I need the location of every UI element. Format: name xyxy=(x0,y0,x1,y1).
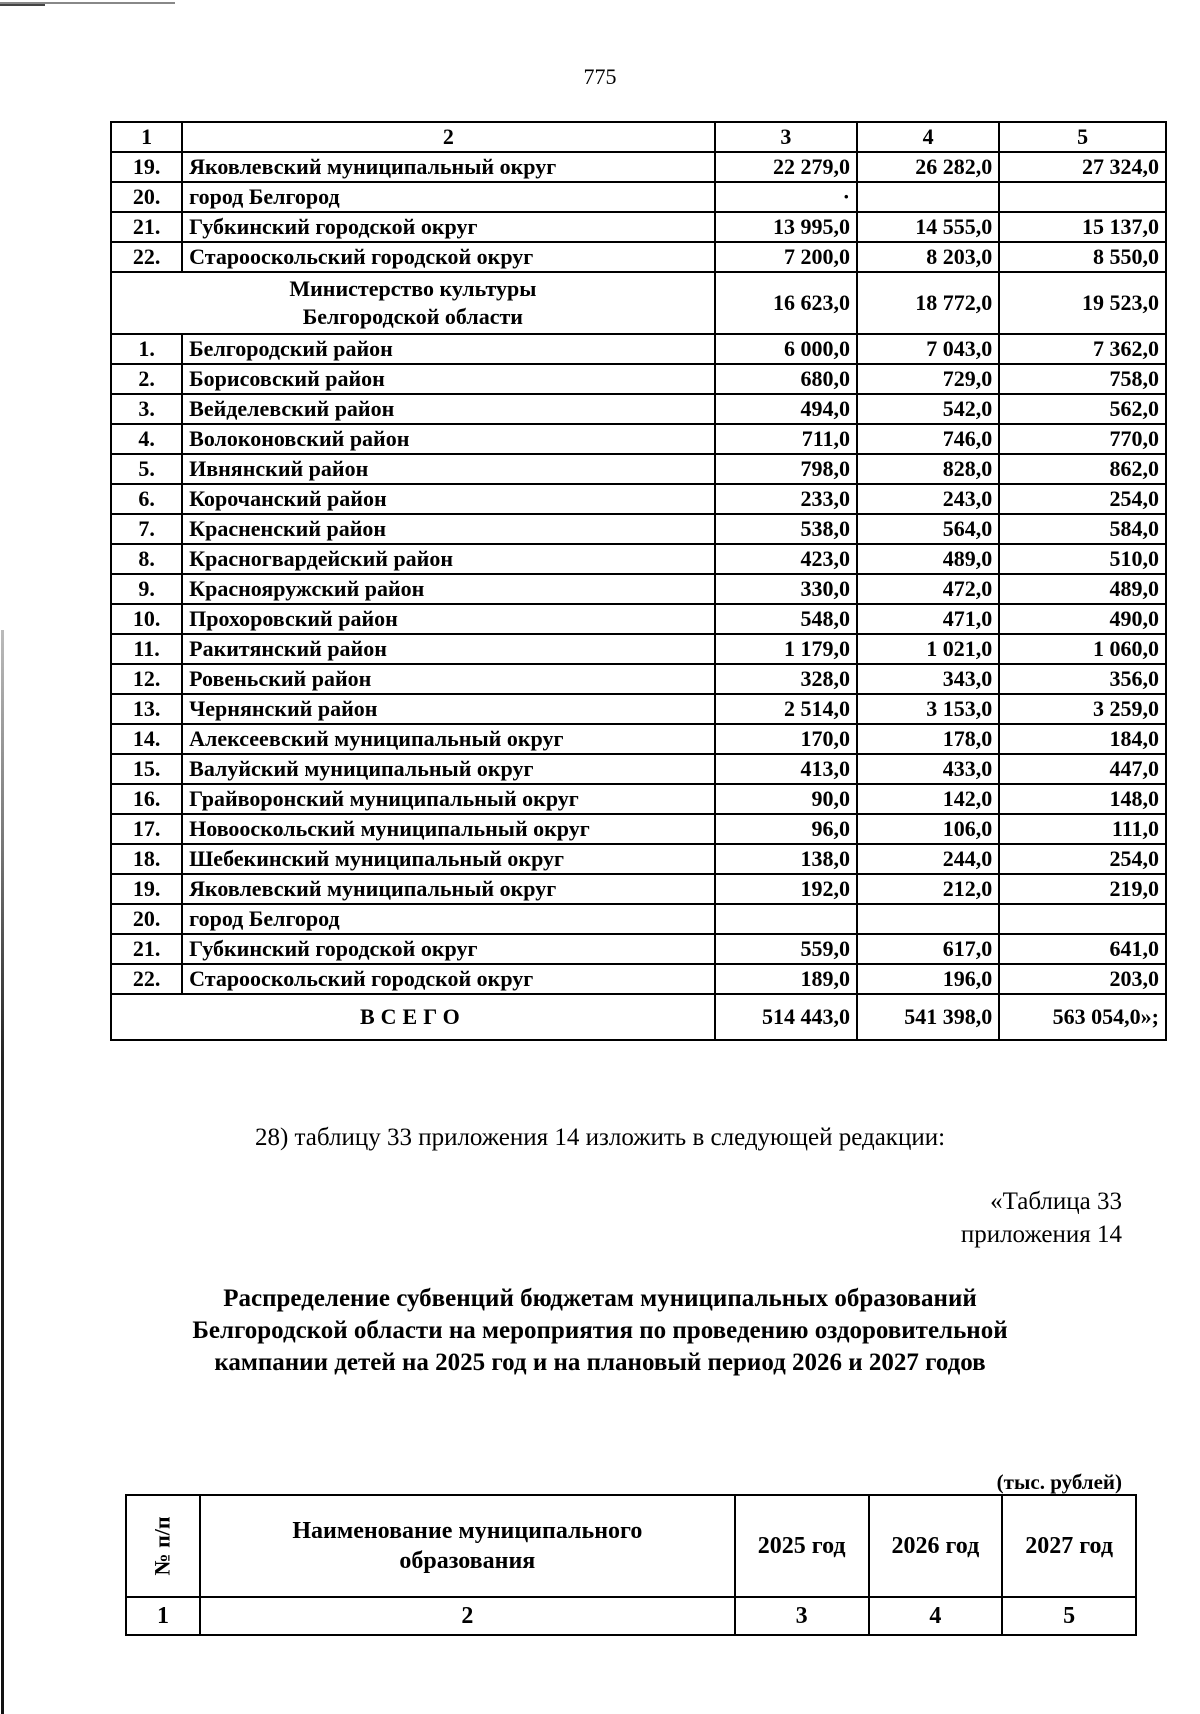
value-2027: 148,0 xyxy=(999,784,1166,814)
value-2025: 189,0 xyxy=(715,964,857,994)
row-number: 9. xyxy=(111,574,182,604)
header-name-line: образования xyxy=(399,1548,536,1574)
value-2025: 538,0 xyxy=(715,514,857,544)
value-2025: 2 514,0 xyxy=(715,694,857,724)
municipality-name: Вейделевский район xyxy=(182,394,715,424)
row-number: 21. xyxy=(111,934,182,964)
table-row xyxy=(111,934,1166,964)
table-row xyxy=(111,152,1166,182)
value-2025: 13 995,0 xyxy=(715,212,857,242)
column-number: 2 xyxy=(182,122,715,152)
column-number: 5 xyxy=(999,122,1166,152)
row-number: 18. xyxy=(111,844,182,874)
row-number: 16. xyxy=(111,784,182,814)
municipality-name: Губкинский городской округ xyxy=(182,212,715,242)
municipality-name: Краснояружский район xyxy=(182,574,715,604)
value-2025: 711,0 xyxy=(715,424,857,454)
total-label: ВСЕГО xyxy=(111,994,715,1040)
row-number: 10. xyxy=(111,604,182,634)
table-row xyxy=(111,212,1166,242)
table-row xyxy=(111,574,1166,604)
value-2026: 472,0 xyxy=(857,574,999,604)
value-2026: 106,0 xyxy=(857,814,999,844)
column-number: 3 xyxy=(735,1597,869,1635)
municipality-name: Прохоровский район xyxy=(182,604,715,634)
value-2026: 828,0 xyxy=(857,454,999,484)
value-2025: 138,0 xyxy=(715,844,857,874)
table-row xyxy=(111,364,1166,394)
table-row xyxy=(111,604,1166,634)
municipality-name: Корочанский район xyxy=(182,484,715,514)
value-2027: 1 060,0 xyxy=(999,634,1166,664)
value-2027 xyxy=(999,182,1166,212)
value-2026 xyxy=(857,182,999,212)
value-2025: · xyxy=(715,182,857,212)
municipality-name: Грайворонский муниципальный округ xyxy=(182,784,715,814)
value-2026: 433,0 xyxy=(857,754,999,784)
table-row xyxy=(111,454,1166,484)
table-header-row xyxy=(126,1495,1136,1597)
value-2025: 680,0 xyxy=(715,364,857,394)
column-number: 5 xyxy=(1002,1597,1136,1635)
value-2027: 15 137,0 xyxy=(999,212,1166,242)
value-2025: 22 279,0 xyxy=(715,152,857,182)
value-2027: 8 550,0 xyxy=(999,242,1166,272)
value-2026: 343,0 xyxy=(857,664,999,694)
group-row-ministry-culture xyxy=(111,272,1166,334)
total-2026: 541 398,0 xyxy=(857,994,999,1040)
value-2026: 1 021,0 xyxy=(857,634,999,664)
value-2027: 184,0 xyxy=(999,724,1166,754)
value-2026: 212,0 xyxy=(857,874,999,904)
amendment-instruction: 28) таблицу 33 приложения 14 изложить в следующей редакции: xyxy=(254,1124,946,1151)
table-title-line: Белгородской области на мероприятия по проведению оздоровительной xyxy=(192,1317,1008,1344)
value-2025: 330,0 xyxy=(715,574,857,604)
column-number: 3 xyxy=(715,122,857,152)
table-row xyxy=(111,664,1166,694)
value-2025: 798,0 xyxy=(715,454,857,484)
units-label: (тыс. рублей) xyxy=(996,1470,1122,1494)
value-2025: 170,0 xyxy=(715,724,857,754)
row-number: 19. xyxy=(111,152,182,182)
header-number-label: № п/п xyxy=(149,1516,175,1576)
table-row xyxy=(111,904,1166,934)
total-2027: 563 054,0»; xyxy=(999,994,1166,1040)
value-2026: 8 203,0 xyxy=(857,242,999,272)
value-2026: 617,0 xyxy=(857,934,999,964)
value-2025: 7 200,0 xyxy=(715,242,857,272)
table-row xyxy=(111,964,1166,994)
row-number: 20. xyxy=(111,182,182,212)
municipality-name: Старооскольский городской округ xyxy=(182,964,715,994)
value-2027: 562,0 xyxy=(999,394,1166,424)
value-2025: 548,0 xyxy=(715,604,857,634)
group-value-2026: 18 772,0 xyxy=(857,272,999,334)
value-2027: 356,0 xyxy=(999,664,1166,694)
table-row xyxy=(111,814,1166,844)
value-2027: 203,0 xyxy=(999,964,1166,994)
row-number: 13. xyxy=(111,694,182,724)
page-number: 775 xyxy=(583,64,617,89)
value-2026: 489,0 xyxy=(857,544,999,574)
value-2027: 254,0 xyxy=(999,484,1166,514)
header-2027: 2027 год xyxy=(1002,1495,1136,1597)
municipality-name: Борисовский район xyxy=(182,364,715,394)
table-row xyxy=(111,634,1166,664)
scan-edge-artifact xyxy=(0,4,45,6)
value-2027: 770,0 xyxy=(999,424,1166,454)
column-number-row xyxy=(126,1597,1136,1635)
value-2026: 244,0 xyxy=(857,844,999,874)
value-2026 xyxy=(857,904,999,934)
row-number: 20. xyxy=(111,904,182,934)
municipality-name: Ракитянский район xyxy=(182,634,715,664)
column-number: 4 xyxy=(869,1597,1003,1635)
value-2025: 90,0 xyxy=(715,784,857,814)
header-2025: 2025 год xyxy=(735,1495,869,1597)
value-2027: 490,0 xyxy=(999,604,1166,634)
municipality-name: город Белгород xyxy=(182,904,715,934)
row-number: 6. xyxy=(111,484,182,514)
row-number: 19. xyxy=(111,874,182,904)
table-row xyxy=(111,242,1166,272)
header-name-line: Наименование муниципального xyxy=(292,1518,643,1544)
value-2027: 758,0 xyxy=(999,364,1166,394)
column-number: 1 xyxy=(111,122,182,152)
value-2025: 192,0 xyxy=(715,874,857,904)
value-2026: 471,0 xyxy=(857,604,999,634)
municipality-name: Чернянский район xyxy=(182,694,715,724)
row-number: 17. xyxy=(111,814,182,844)
row-number: 3. xyxy=(111,394,182,424)
group-title xyxy=(111,272,715,334)
column-number: 2 xyxy=(200,1597,735,1635)
value-2025: 233,0 xyxy=(715,484,857,514)
value-2026: 243,0 xyxy=(857,484,999,514)
table-33-header xyxy=(125,1494,1137,1636)
table-row xyxy=(111,874,1166,904)
value-2026: 564,0 xyxy=(857,514,999,544)
value-2027: 27 324,0 xyxy=(999,152,1166,182)
row-number: 4. xyxy=(111,424,182,454)
header-name xyxy=(200,1495,735,1597)
value-2027: 584,0 xyxy=(999,514,1166,544)
row-number: 12. xyxy=(111,664,182,694)
table-row xyxy=(111,484,1166,514)
table-row xyxy=(111,844,1166,874)
row-number: 14. xyxy=(111,724,182,754)
value-2027: 254,0 xyxy=(999,844,1166,874)
column-number-row xyxy=(111,122,1166,152)
header-2026: 2026 год xyxy=(869,1495,1003,1597)
value-2025: 96,0 xyxy=(715,814,857,844)
value-2027: 3 259,0 xyxy=(999,694,1166,724)
municipality-name: Губкинский городской округ xyxy=(182,934,715,964)
value-2026: 746,0 xyxy=(857,424,999,454)
subvention-table-continued xyxy=(110,121,1167,1041)
group-value-2027: 19 523,0 xyxy=(999,272,1166,334)
value-2026: 178,0 xyxy=(857,724,999,754)
value-2025: 1 179,0 xyxy=(715,634,857,664)
value-2027: 7 362,0 xyxy=(999,334,1166,364)
row-number: 22. xyxy=(111,964,182,994)
municipality-name: Ивнянский район xyxy=(182,454,715,484)
municipality-name: Старооскольский городской округ xyxy=(182,242,715,272)
value-2027: 447,0 xyxy=(999,754,1166,784)
row-number: 11. xyxy=(111,634,182,664)
value-2027: 862,0 xyxy=(999,454,1166,484)
value-2026: 729,0 xyxy=(857,364,999,394)
value-2026: 26 282,0 xyxy=(857,152,999,182)
scan-edge-artifact xyxy=(1,630,4,1714)
group-title-line: Белгородской области xyxy=(302,304,523,329)
total-2025: 514 443,0 xyxy=(715,994,857,1040)
row-number: 2. xyxy=(111,364,182,394)
group-title-line: Министерство культуры xyxy=(289,276,537,301)
municipality-name: Красногвардейский район xyxy=(182,544,715,574)
value-2027: 641,0 xyxy=(999,934,1166,964)
value-2026: 142,0 xyxy=(857,784,999,814)
row-number: 15. xyxy=(111,754,182,784)
column-number: 4 xyxy=(857,122,999,152)
value-2027: 510,0 xyxy=(999,544,1166,574)
row-number: 7. xyxy=(111,514,182,544)
value-2026: 7 043,0 xyxy=(857,334,999,364)
value-2027: 111,0 xyxy=(999,814,1166,844)
value-2027 xyxy=(999,904,1166,934)
table-title-line: кампании детей на 2025 год и на плановый период 2026 и 2027 годов xyxy=(214,1349,986,1376)
value-2026: 542,0 xyxy=(857,394,999,424)
table-row xyxy=(111,334,1166,364)
municipality-name: Красненский район xyxy=(182,514,715,544)
table-caption-line: «Таблица 33 xyxy=(990,1188,1122,1215)
row-number: 21. xyxy=(111,212,182,242)
municipality-name: Волоконовский район xyxy=(182,424,715,454)
column-number: 1 xyxy=(126,1597,200,1635)
municipality-name: Алексеевский муниципальный округ xyxy=(182,724,715,754)
header-number xyxy=(126,1495,200,1597)
table-row xyxy=(111,694,1166,724)
row-number: 22. xyxy=(111,242,182,272)
table-row xyxy=(111,754,1166,784)
value-2026: 196,0 xyxy=(857,964,999,994)
municipality-name: Новооскольский муниципальный округ xyxy=(182,814,715,844)
value-2025 xyxy=(715,904,857,934)
value-2025: 494,0 xyxy=(715,394,857,424)
table-row xyxy=(111,424,1166,454)
value-2025: 328,0 xyxy=(715,664,857,694)
group-value-2025: 16 623,0 xyxy=(715,272,857,334)
municipality-name: Валуйский муниципальный округ xyxy=(182,754,715,784)
municipality-name: Ровеньский район xyxy=(182,664,715,694)
table-row xyxy=(111,544,1166,574)
value-2025: 413,0 xyxy=(715,754,857,784)
total-row xyxy=(111,994,1166,1040)
value-2026: 3 153,0 xyxy=(857,694,999,724)
value-2027: 489,0 xyxy=(999,574,1166,604)
table-title-line: Распределение субвенций бюджетам муниципальных образований xyxy=(223,1285,977,1312)
row-number: 5. xyxy=(111,454,182,484)
value-2027: 219,0 xyxy=(999,874,1166,904)
table-row xyxy=(111,784,1166,814)
value-2025: 559,0 xyxy=(715,934,857,964)
table-row xyxy=(111,514,1166,544)
municipality-name: Яковлевский муниципальный округ xyxy=(182,152,715,182)
table-caption xyxy=(961,1185,1122,1251)
value-2025: 6 000,0 xyxy=(715,334,857,364)
table-title xyxy=(0,1283,1200,1379)
value-2026: 14 555,0 xyxy=(857,212,999,242)
municipality-name: город Белгород xyxy=(182,182,715,212)
row-number: 1. xyxy=(111,334,182,364)
table-caption-line: приложения 14 xyxy=(960,1221,1122,1248)
value-2025: 423,0 xyxy=(715,544,857,574)
municipality-name: Белгородский район xyxy=(182,334,715,364)
table-row xyxy=(111,182,1166,212)
table-row xyxy=(111,724,1166,754)
municipality-name: Шебекинский муниципальный округ xyxy=(182,844,715,874)
row-number: 8. xyxy=(111,544,182,574)
municipality-name: Яковлевский муниципальный округ xyxy=(182,874,715,904)
table-row xyxy=(111,394,1166,424)
